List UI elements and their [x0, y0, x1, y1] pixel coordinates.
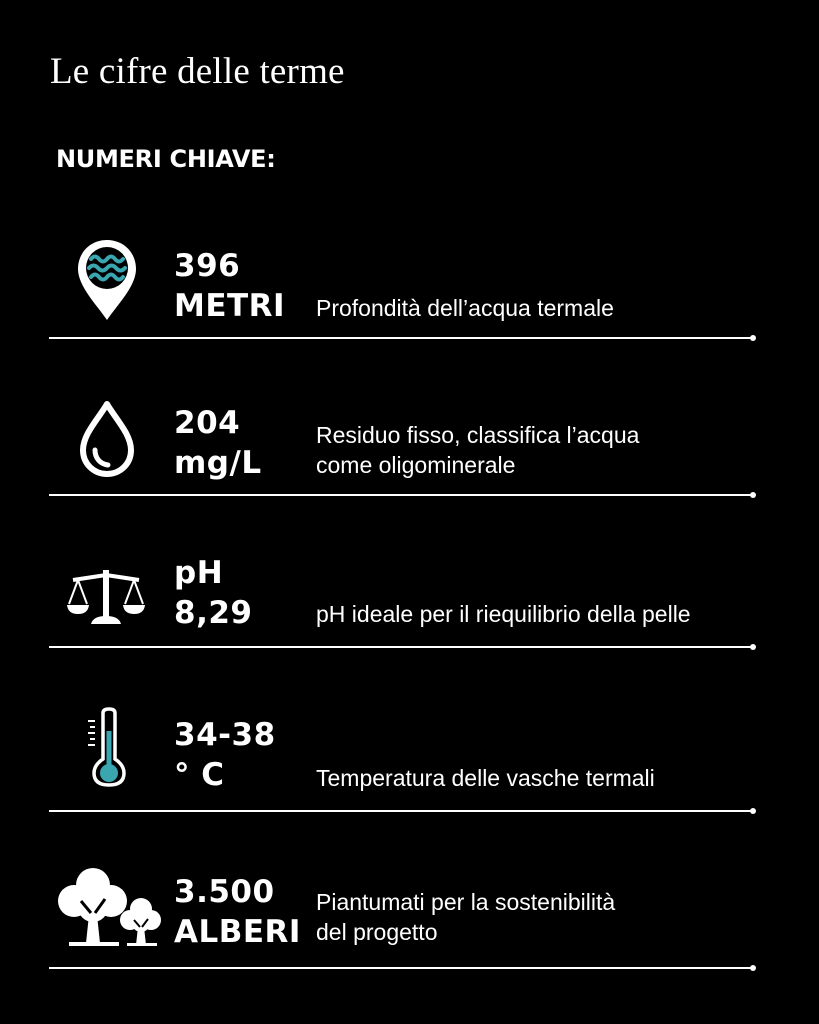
stat-unit: METRI [174, 288, 286, 324]
description-line: Piantumati per la sostenibilità [316, 889, 616, 915]
divider [49, 967, 753, 969]
divider [49, 646, 753, 648]
stat-value [174, 553, 253, 633]
description-line: Residuo fisso, classifica l’acqua [316, 422, 640, 448]
stat-description [316, 887, 615, 947]
balance-scale-icon [67, 568, 145, 631]
stat-value [174, 403, 262, 483]
description-line: come oligominerale [316, 452, 516, 478]
stat-description [316, 569, 691, 629]
location-pin-waves-icon [76, 238, 138, 327]
stat-number: 34-38 [174, 717, 276, 753]
stat-number: 396 [174, 248, 241, 284]
stat-number: 3.500 [174, 874, 275, 910]
stat-number: 204 [174, 405, 241, 441]
description-line [316, 569, 691, 599]
section-heading: NUMERI CHIAVE: [56, 145, 276, 173]
stat-value [174, 872, 301, 952]
stat-number: pH [174, 555, 224, 591]
stat-description [316, 263, 614, 323]
description-line: pH ideale per il riequilibrio della pelle [316, 601, 691, 627]
divider [49, 810, 753, 812]
description-line: Temperatura delle vasche termali [316, 765, 655, 791]
stat-unit: 8,29 [174, 595, 253, 631]
stat-value [174, 246, 285, 326]
stat-unit: ° C [174, 757, 225, 793]
description-line: del progetto [316, 919, 438, 945]
description-line [316, 733, 655, 763]
divider [49, 337, 753, 339]
thermometer-icon [86, 707, 130, 794]
stat-description [316, 420, 639, 480]
water-drop-icon [77, 400, 137, 483]
page-title: Le cifre delle terme [50, 51, 345, 92]
divider [49, 494, 753, 496]
description-line: Profondità dell’acqua termale [316, 295, 614, 321]
trees-icon [53, 867, 161, 952]
stat-unit: mg/L [174, 445, 262, 481]
description-line [316, 263, 614, 293]
stat-description [316, 733, 655, 793]
stat-value [174, 715, 276, 795]
stat-unit: ALBERI [174, 914, 301, 950]
